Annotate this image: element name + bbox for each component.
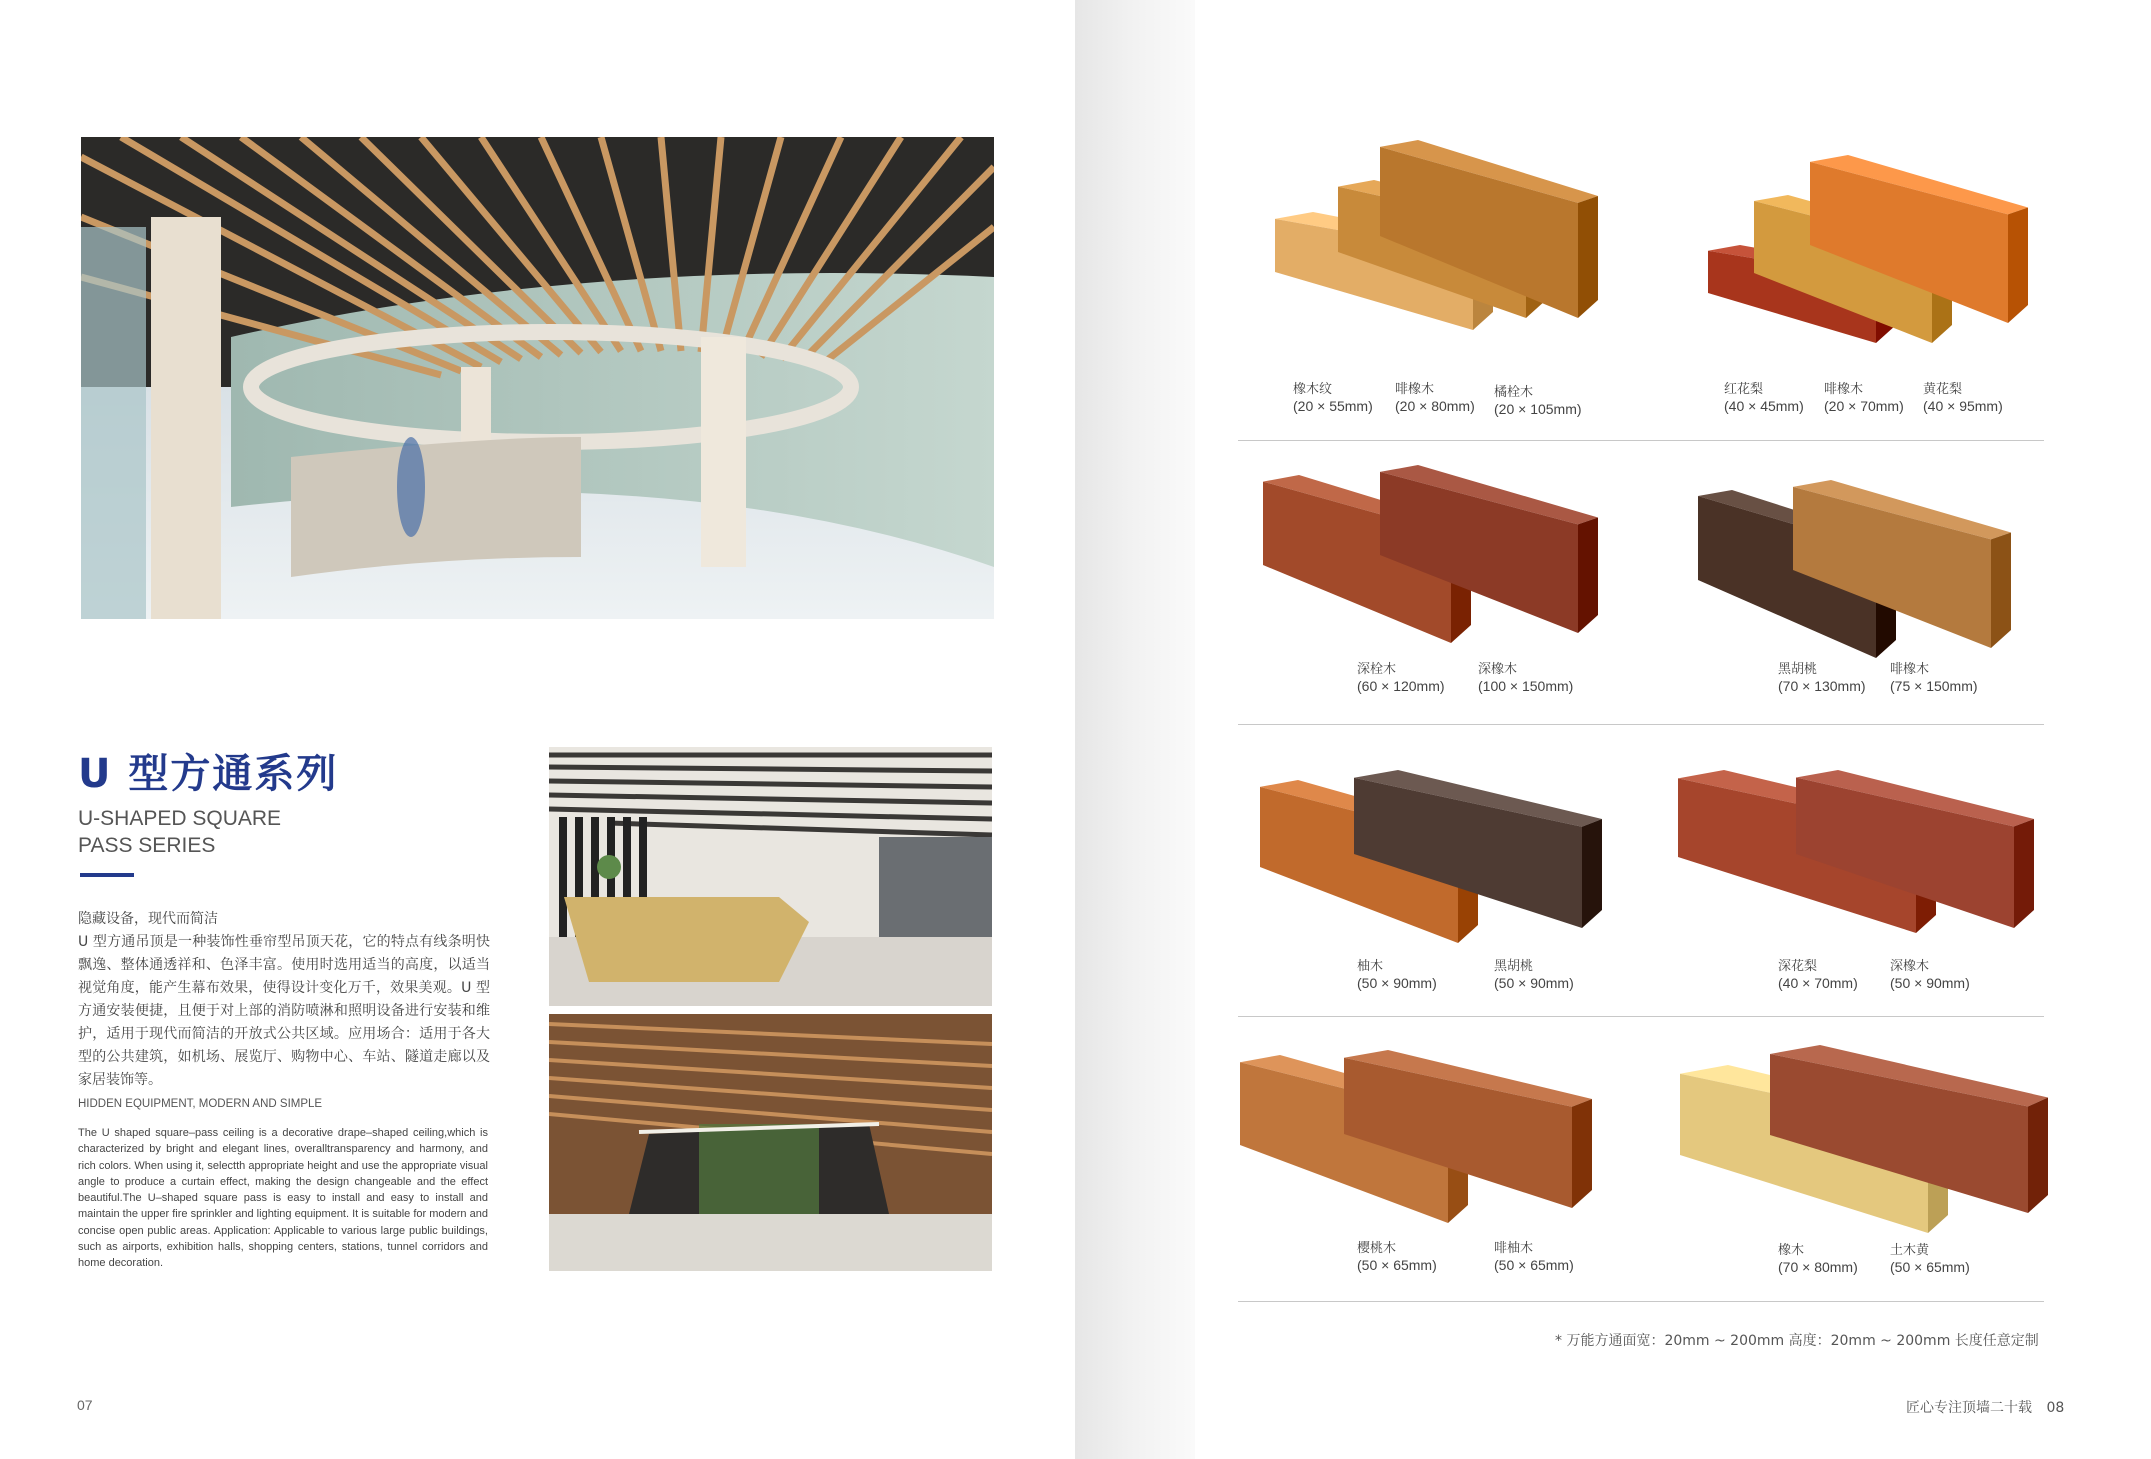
swatch-label (1890, 661, 1978, 695)
swatch-name: 黑胡桃 (1494, 959, 1534, 974)
swatch-label (1293, 381, 1373, 415)
row-divider-3 (1238, 1016, 2044, 1017)
swatch-label (1724, 381, 1804, 415)
row-divider-4 (1238, 1301, 2044, 1302)
profile-beam (1344, 1050, 1594, 1220)
swatch-label (1357, 958, 1437, 992)
swatch-size: (50 × 65mm) (1494, 1257, 1574, 1273)
atrium-photo (549, 1014, 992, 1271)
series-title-en-line1: U-SHAPED SQUARE (78, 807, 282, 830)
swatch-size: (50 × 90mm) (1890, 975, 1970, 991)
row-divider-1 (1238, 440, 2044, 441)
swatch-size: (40 × 70mm) (1778, 975, 1858, 991)
swatch-size: (50 × 90mm) (1494, 975, 1574, 991)
swatch-name: 啡橡木 (1890, 662, 1930, 677)
swatch-size: (20 × 105mm) (1494, 401, 1582, 417)
swatch-label (1395, 381, 1475, 415)
swatch-label (1778, 661, 1866, 695)
swatch-size: (20 × 80mm) (1395, 398, 1475, 414)
series-title-en-line2: PASS SERIES (78, 834, 216, 857)
profile-beam (1770, 1045, 2050, 1225)
profile-beam (1380, 140, 1600, 330)
swatch-name: 樱桃木 (1357, 1241, 1397, 1256)
footer-slogan (1906, 1397, 2064, 1417)
swatch-label (1494, 384, 1582, 418)
cn-heading: 隐藏设备，现代而简洁 (78, 911, 218, 927)
swatch-size: (60 × 120mm) (1357, 678, 1445, 694)
swatch-label (1890, 958, 1970, 992)
swatch-name: 橡木 (1778, 1243, 1805, 1258)
swatch-label (1494, 1240, 1574, 1274)
swatch-size: (40 × 45mm) (1724, 398, 1804, 414)
swatch-label (1778, 1242, 1858, 1276)
swatch-size: (40 × 95mm) (1923, 398, 2003, 414)
footer-slogan-text: 匠心专注顶墙二十载 (1906, 1400, 2032, 1416)
swatch-size: (50 × 90mm) (1357, 975, 1437, 991)
swatch-label (1478, 661, 1573, 695)
swatch-label (1357, 1240, 1437, 1274)
swatch-name: 红花梨 (1724, 382, 1764, 397)
swatch-size: (100 × 150mm) (1478, 678, 1574, 694)
swatch-label (1357, 661, 1445, 695)
swatch-name: 橡木纹 (1293, 382, 1333, 397)
profile-beam (1793, 480, 2013, 660)
swatch-label (1778, 958, 1858, 992)
swatch-name: 土木黄 (1890, 1243, 1930, 1258)
swatch-label (1890, 1242, 1970, 1276)
swatch-size: (50 × 65mm) (1890, 1259, 1970, 1275)
reception-photo (549, 747, 992, 1006)
swatch-name: 深花梨 (1778, 959, 1818, 974)
cn-body: U 型方通吊顶是一种装饰性垂帘型吊顶天花，它的特点有线条明快飘逸、整体通透祥和、色泽丰富。使用时选用适当的高度，以适当视觉角度，能产生幕布效果，使得设计变化万千，效果美观。U 型方通安装便捷，且便于对上部的消防喷淋和照明设备进行安装和维护，适用于现代而简洁的开放式公共区域。应用场合：适用于各大型的公共建筑，如机场、展览厅、购物中心、车站、隧道走廊以及家居装饰等。 (78, 934, 490, 1088)
swatch-name: 黑胡桃 (1778, 662, 1818, 677)
page-number-right: 08 (2046, 1400, 2065, 1416)
swatch-name: 啡橡木 (1824, 382, 1864, 397)
swatch-label (1923, 381, 2003, 415)
main-interior-photo (81, 137, 994, 619)
swatch-size: (70 × 130mm) (1778, 678, 1866, 694)
swatch-name: 深橡木 (1890, 959, 1930, 974)
left-page (0, 0, 1075, 1459)
swatch-name: 柚木 (1357, 959, 1384, 974)
swatch-size: (50 × 65mm) (1357, 1257, 1437, 1273)
swatch-size: (20 × 55mm) (1293, 398, 1373, 414)
swatch-label (1494, 958, 1574, 992)
swatch-name: 深栓木 (1357, 662, 1397, 677)
swatch-name: 啡橡木 (1395, 382, 1435, 397)
title-underline (80, 873, 134, 877)
swatch-size: (70 × 80mm) (1778, 1259, 1858, 1275)
size-footnote: * 万能方通面宽：20mm ~ 200mm 高度：20mm ~ 200mm 长度任意定制 (1555, 1333, 2039, 1349)
swatch-name: 啡柚木 (1494, 1241, 1534, 1256)
en-heading: HIDDEN EQUIPMENT, MODERN AND SIMPLE (78, 1098, 323, 1110)
series-title-en (78, 805, 378, 859)
profile-beam (1810, 155, 2030, 335)
profile-beam (1796, 770, 2036, 940)
page-number-left: 07 (77, 1397, 93, 1413)
en-body: The U shaped square–pass ceiling is a decorative drape–shaped ceiling,which is characterized by bright and elegant lines, overalltransparency and harmony, and rich colors. When using it, selectth appropriate height and use the appropriate visual angle to produce a curtain effect, making the design changeable and the effect beautiful.The U–shaped square pass is easy to install and easy to install and maintain the upper fire sprinkler and lighting equipment. It is suitable for modern and concise open public areas. Application: Applicable to various large public buildings, such as airports, exhibition halls, shopping centers, stations, tunnel corridors and home decoration. (78, 1127, 488, 1270)
swatch-name: 黄花梨 (1923, 382, 1963, 397)
row-divider-2 (1238, 724, 2044, 725)
profile-beam (1380, 465, 1600, 645)
profile-beam (1354, 770, 1604, 940)
swatch-size: (20 × 70mm) (1824, 398, 1904, 414)
series-title: U 型方通系列 (78, 751, 339, 797)
swatch-size: (75 × 150mm) (1890, 678, 1978, 694)
swatch-label (1824, 381, 1904, 415)
swatch-name: 深橡木 (1478, 662, 1518, 677)
swatch-name: 橘栓木 (1494, 385, 1534, 400)
